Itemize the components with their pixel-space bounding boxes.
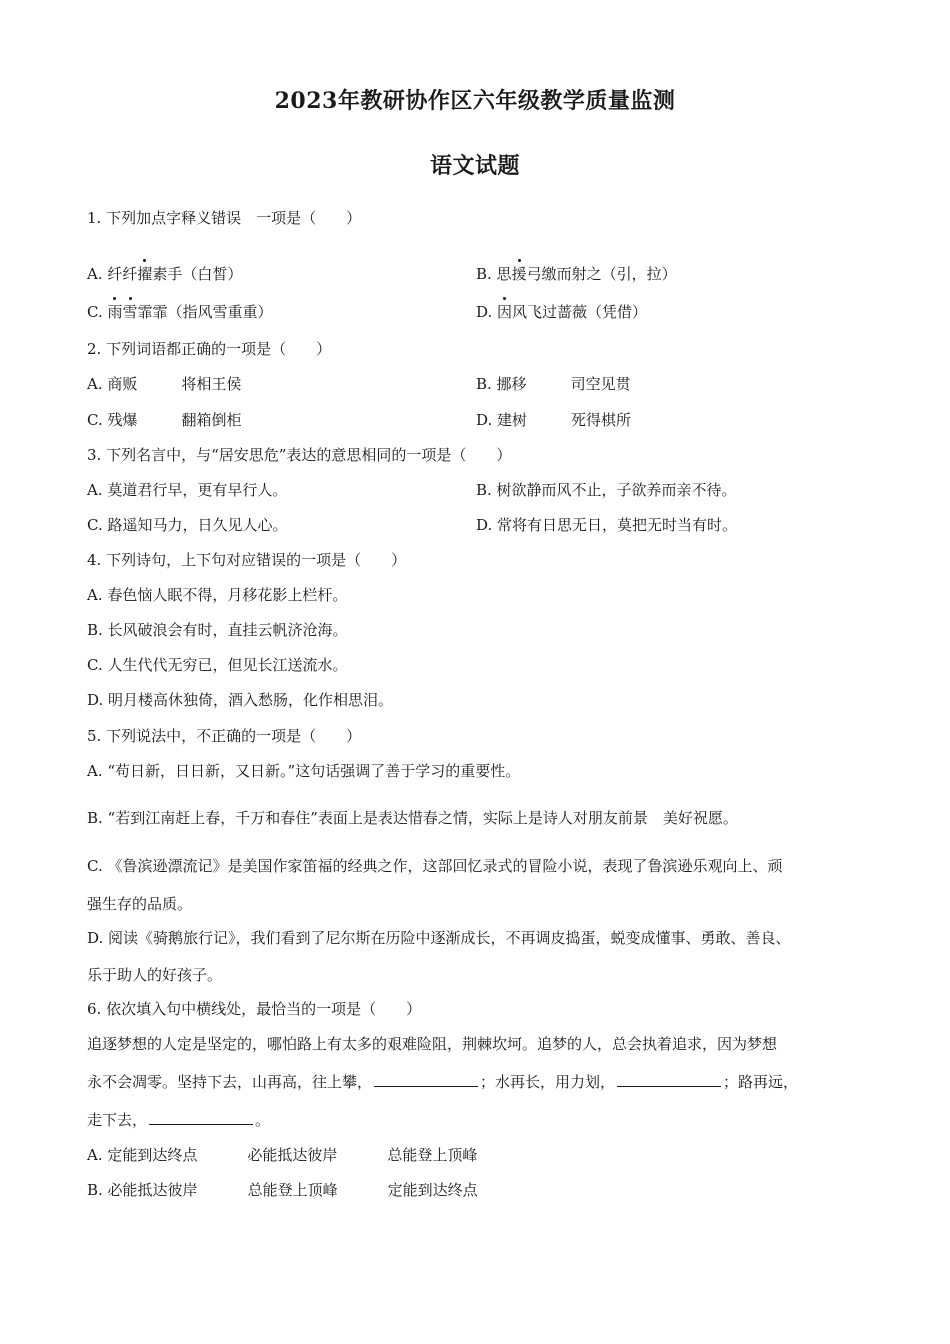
q2-stem: 2. 下列词语都正确的一项是（ ） [87, 340, 332, 358]
q4-option-d: D. 明月楼高休独倚，酒入愁肠，化作相思泪。 [87, 691, 394, 709]
q1-d-rest: 风飞过蔷薇（凭借） [512, 303, 648, 321]
exam-title: 2023年教研协作区六年级教学质量监测 [274, 88, 676, 114]
q6-passage-segment-2: ；水再长，用力划， [480, 1073, 616, 1091]
q4-option-b: B. 长风破浪会有时，直挂云帆济沧海。 [87, 621, 348, 639]
q5-option-c-line1: C. 《鲁滨逊漂流记》是美国作家笛福的经典之作，这部回忆录式的冒险小说，表现了鲁滨逊乐观向上、顽 [87, 857, 783, 875]
q3-stem: 3. 下列名言中，与“居安思危”表达的意思相同的一项是（ ） [87, 446, 512, 464]
q6-b-phrase3: 定能到达终点 [387, 1181, 478, 1199]
q6-passage-line2 [87, 1072, 798, 1092]
q6-passage-segment-1: 永不会凋零。坚持下去，山再高，往上攀， [87, 1073, 373, 1091]
answer-blank-2 [617, 1072, 721, 1087]
q4-option-a: A. 春色恼人眠不得，月移花影上栏杆。 [87, 586, 348, 604]
q2-option-a [87, 374, 241, 394]
q6-stem: 6. 依次填入句中横线处，最恰当的一项是（ ） [87, 1000, 422, 1018]
q1-c-dotted-char-1: 雨 [107, 303, 123, 321]
q6-option-a [87, 1145, 477, 1165]
q1-c-prefix: C. [87, 303, 108, 321]
q6-a-phrase2: 必能抵达彼岸 [247, 1146, 338, 1164]
q2-a-word1: A. 商贩 [87, 375, 138, 393]
q1-d-prefix: D. [476, 303, 498, 321]
exam-subtitle: 语文试题 [429, 153, 520, 179]
q6-passage-segment-5: 。 [255, 1111, 271, 1129]
q6-b-phrase1: B. 必能抵达彼岸 [87, 1181, 198, 1199]
answer-blank-3 [149, 1110, 253, 1125]
q3-option-b: B. 树欲静而风不止，子欲养而亲不待。 [476, 481, 737, 499]
q2-d-word1: D. 建树 [476, 411, 528, 429]
answer-blank-1 [374, 1072, 478, 1087]
q2-option-c [87, 410, 242, 430]
q5-stem: 5. 下列说法中，不正确的一项是（ ） [87, 727, 362, 745]
q5-option-d-line2: 乐于助人的好孩子。 [87, 966, 223, 984]
q6-b-phrase2: 总能登上顶峰 [247, 1181, 338, 1199]
q5-option-c-line2: 强生存的品质。 [87, 895, 193, 913]
q2-option-b [476, 374, 631, 394]
q1-option-b [476, 264, 677, 284]
q5-option-a: A. “苟日新，日日新，又日新。”这句话强调了善于学习的重要性。 [87, 762, 521, 780]
q6-passage-line1: 追逐梦想的人定是坚定的，哪怕路上有太多的艰难险阻，荆棘坎坷。追梦的人，总会执着追求，因为梦想 [87, 1035, 778, 1053]
q6-passage-segment-4: 走下去， [87, 1111, 148, 1129]
q1-option-a [87, 264, 242, 284]
q6-passage-line3 [87, 1110, 270, 1130]
q1-a-prefix: A. 纤纤 [87, 265, 138, 283]
q1-b-dotted-char: 援 [511, 265, 527, 283]
q2-b-word2: 司空见贯 [570, 375, 631, 393]
q1-a-dotted-char: 擢 [137, 265, 153, 283]
q2-b-word1: B. 挪移 [476, 375, 527, 393]
q2-d-word2: 死得棋所 [571, 411, 632, 429]
q5-option-d-line1: D. 阅读《骑鹅旅行记》，我们看到了尼尔斯在历险中逐渐成长，不再调皮捣蛋，蜕变成懂事、勇敢、善良、 [87, 929, 791, 947]
q1-option-d [476, 302, 647, 322]
q5-option-b: B. “若到江南赶上春，千万和春住”表面上是表达惜春之情，实际上是诗人对朋友前景 美好祝愿。 [87, 809, 738, 827]
q1-b-prefix: B. 思 [476, 265, 512, 283]
q6-option-b [87, 1180, 478, 1200]
q6-passage-segment-3: ；路再远， [723, 1073, 799, 1091]
q1-a-rest: 素手（白皙） [152, 265, 243, 283]
q1-stem: 1. 下列加点字释义错误 一项是（ ） [87, 209, 362, 227]
q2-c-word2: 翻箱倒柜 [181, 411, 242, 429]
q2-option-d [476, 410, 631, 430]
q2-a-word2: 将相王侯 [181, 375, 242, 393]
q1-c-rest: 霏霏（指风雪重重） [137, 303, 273, 321]
q2-c-word1: C. 残爆 [87, 411, 138, 429]
q1-b-rest: 弓缴而射之（引，拉） [526, 265, 677, 283]
q3-option-a: A. 莫道君行早，更有早行人。 [87, 481, 288, 499]
q1-option-c [87, 302, 273, 322]
q6-a-phrase1: A. 定能到达终点 [87, 1146, 198, 1164]
q3-option-c: C. 路遥知马力，日久见人心。 [87, 516, 288, 534]
q6-a-phrase3: 总能登上顶峰 [387, 1146, 478, 1164]
q3-option-d: D. 常将有日思无日，莫把无时当有时。 [476, 516, 738, 534]
q1-d-dotted-char: 因 [497, 303, 513, 321]
q4-option-c: C. 人生代代无穷已，但见长江送流水。 [87, 656, 348, 674]
q4-stem: 4. 下列诗句，上下句对应错误的一项是（ ） [87, 551, 407, 569]
q1-c-dotted-char-2: 雪 [122, 303, 138, 321]
